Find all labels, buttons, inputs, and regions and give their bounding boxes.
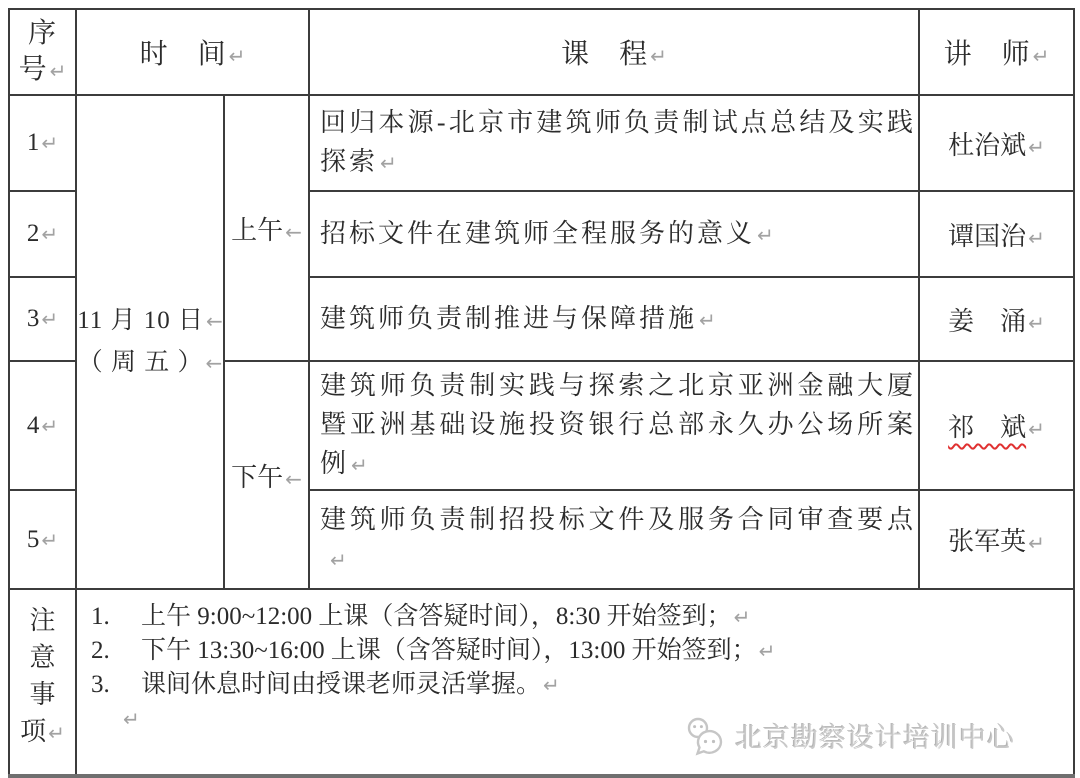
note-number: 1. xyxy=(91,603,110,630)
pilcrow-mark: ↵ xyxy=(228,44,246,68)
pilcrow-mark: ↵ xyxy=(758,639,776,663)
afternoon-cell: 下午 ← xyxy=(224,361,309,589)
note-number: 2. xyxy=(91,637,110,664)
course-cell: 回归本源-北京市建筑师负责制试点总结及实践探索 ↵ xyxy=(309,95,919,191)
note-line xyxy=(91,668,1065,702)
date-line1: 11 月 10 日 ← xyxy=(77,307,223,334)
empty-paragraph xyxy=(121,702,1065,736)
linebreak-mark: ← xyxy=(285,466,302,491)
row-number-cell: 5 ↵ xyxy=(9,490,76,589)
morning-cell: 上午 ← xyxy=(224,95,309,361)
linebreak-mark: ← xyxy=(285,219,302,244)
lecturer-cell xyxy=(919,361,1074,490)
note-line xyxy=(91,600,1065,634)
notes-label-char: 事 xyxy=(29,680,56,709)
schedule-table xyxy=(8,8,1075,778)
pilcrow-mark: ↵ xyxy=(1028,531,1045,555)
pilcrow-mark: ↵ xyxy=(757,222,774,247)
notes-row xyxy=(9,589,1074,776)
pilcrow-mark: ↵ xyxy=(699,307,716,332)
table-row xyxy=(9,95,1074,191)
pilcrow-mark: ↵ xyxy=(41,307,59,331)
seq-header-line2: 号 ↵ xyxy=(18,53,67,85)
note-text: 上午 9:00~12:00 上课（含答疑时间），8:30 开始签到； xyxy=(141,603,732,630)
pilcrow-mark: ↵ xyxy=(330,547,347,572)
header-row xyxy=(9,9,1074,95)
pilcrow-mark: ↵ xyxy=(1028,134,1045,159)
row-number-cell: 4 ↵ xyxy=(9,361,76,490)
header-cell-course: 课 程 ↵ xyxy=(309,9,919,95)
misspell-squiggle: 祁 斌 xyxy=(948,413,1027,442)
pilcrow-mark: ↵ xyxy=(1028,310,1045,335)
header-cell-lecturer: 讲 师 ↵ xyxy=(919,9,1074,95)
linebreak-mark: ← xyxy=(205,351,223,375)
note-line xyxy=(91,634,1065,668)
notes-content-cell xyxy=(76,589,1074,776)
row-number-cell: 2 ↵ xyxy=(9,191,76,277)
pilcrow-mark: ↵ xyxy=(41,413,59,438)
notes-label-char: 注 xyxy=(29,606,56,635)
course-cell: 建筑师负责制推进与保障措施 ↵ xyxy=(309,277,919,361)
note-number: 3. xyxy=(91,671,110,698)
lecturer-cell: 姜 涌 ↵ xyxy=(919,277,1074,361)
notes-label-cell xyxy=(9,589,76,776)
header-cell-seq xyxy=(9,9,76,95)
pilcrow-mark: ↵ xyxy=(650,44,667,68)
watermark-text: 北京勘察设计培训中心 xyxy=(735,723,1015,753)
pilcrow-mark: ↵ xyxy=(1032,44,1050,68)
pilcrow-mark: ↵ xyxy=(41,527,59,552)
row-number-cell: 3 ↵ xyxy=(9,277,76,361)
date-cell xyxy=(76,95,224,589)
notes-label-char: 项 ↵ xyxy=(20,717,65,746)
note-text: 课间休息时间由授课老师灵活掌握。 xyxy=(141,671,542,698)
seq-header-line1: 序 xyxy=(27,17,57,49)
course-cell: 建筑师负责制实践与探索之北京亚洲金融大厦暨亚洲基础设施投资银行总部永久办公场所案例 ↵ xyxy=(309,361,919,490)
pilcrow-mark: ↵ xyxy=(543,673,560,697)
pilcrow-mark: ↵ xyxy=(380,151,397,175)
pilcrow-mark: ↵ xyxy=(733,605,751,629)
pilcrow-mark: ↵ xyxy=(41,131,59,155)
lecturer-cell: 谭国治 ↵ xyxy=(919,191,1074,277)
date-line2: （ 周 五 ） ← xyxy=(77,349,223,376)
pilcrow-mark: ↵ xyxy=(351,453,368,477)
course-cell: 建筑师负责制招投标文件及服务合同审查要点↵ xyxy=(309,490,919,589)
pilcrow-mark: ↵ xyxy=(41,222,59,246)
pilcrow-mark: ↵ xyxy=(48,721,65,745)
pilcrow-mark: ↵ xyxy=(1028,225,1045,250)
linebreak-mark: ← xyxy=(206,309,223,333)
pilcrow-mark: ↵ xyxy=(1028,417,1045,441)
notes-label-char: 意 xyxy=(29,643,56,672)
header-cell-time: 时 间 ↵ xyxy=(76,9,309,95)
row-number-cell: 1 ↵ xyxy=(9,95,76,191)
lecturer-cell: 杜治斌 ↵ xyxy=(919,95,1074,191)
course-cell: 招标文件在建筑师全程服务的意义 ↵ xyxy=(309,191,919,277)
note-text: 下午 13:30~16:00 上课（含答疑时间），13:00 开始签到； xyxy=(141,637,757,664)
pilcrow-mark: ↵ xyxy=(123,707,140,731)
pilcrow-mark: ↵ xyxy=(49,58,67,83)
lecturer-cell: 张军英 ↵ xyxy=(919,490,1074,589)
